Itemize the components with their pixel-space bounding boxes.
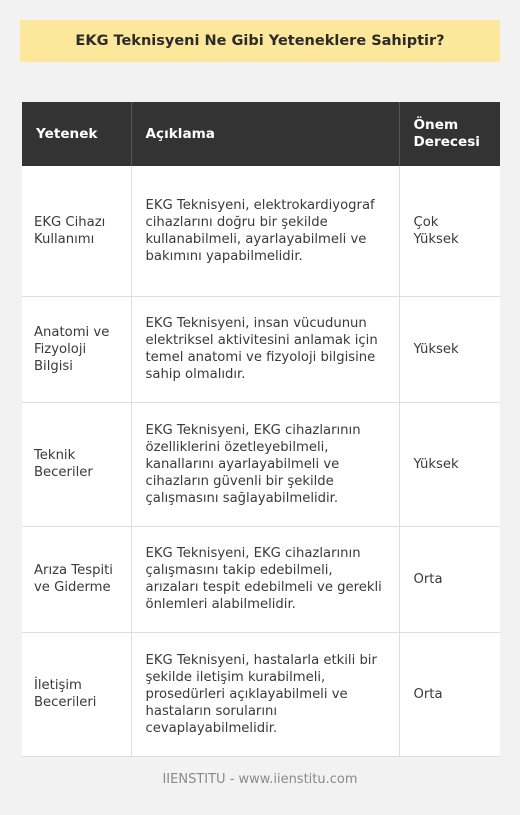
table-row <box>22 402 500 526</box>
skill-cell: İletişim Becerileri <box>22 632 131 756</box>
column-header-importance: Önem Derecesi <box>399 102 500 166</box>
table-row <box>22 632 500 756</box>
skill-cell: Teknik Beceriler <box>22 402 131 526</box>
importance-cell: Yüksek <box>399 296 500 402</box>
skill-cell: EKG Cihazı Kullanımı <box>22 166 131 296</box>
column-header-skill: Yetenek <box>22 102 131 166</box>
importance-cell: Yüksek <box>399 402 500 526</box>
description-cell: EKG Teknisyeni, hastalarla etkili bir şekilde iletişim kurabilmeli, prosedürleri açıklayabilmeli ve hastaların sorularını cevaplayabilmelidir. <box>131 632 399 756</box>
table-header-row <box>22 102 500 166</box>
table-row <box>22 296 500 402</box>
description-cell: EKG Teknisyeni, EKG cihazlarının çalışmasını takip edebilmeli, arızaları tespit edebilmeli ve gerekli önlemleri alabilmelidir. <box>131 526 399 632</box>
table-row <box>22 526 500 632</box>
importance-cell: Orta <box>399 632 500 756</box>
skill-cell: Arıza Tespiti ve Giderme <box>22 526 131 632</box>
skills-table <box>22 102 500 757</box>
description-cell: EKG Teknisyeni, elektrokardiyograf cihazlarını doğru bir şekilde kullanabilmeli, ayarlayabilmeli ve bakımını yapabilmelidir. <box>131 166 399 296</box>
footer-credit: IIENSTITU - www.iienstitu.com <box>162 772 358 787</box>
column-header-description: Açıklama <box>131 102 399 166</box>
importance-cell: Orta <box>399 526 500 632</box>
page-title: EKG Teknisyeni Ne Gibi Yeteneklere Sahiptir? <box>20 20 500 62</box>
importance-cell: Çok Yüksek <box>399 166 500 296</box>
description-cell: EKG Teknisyeni, EKG cihazlarının özelliklerini özetleyebilmeli, kanallarını ayarlayabilmeli ve cihazların güvenli bir şekilde çalışmasını sağlayabilmelidir. <box>131 402 399 526</box>
table-row <box>22 166 500 296</box>
description-cell: EKG Teknisyeni, insan vücudunun elektriksel aktivitesini anlamak için temel anatomi ve fizyoloji bilgisine sahip olmalıdır. <box>131 296 399 402</box>
skill-cell: Anatomi ve Fizyoloji Bilgisi <box>22 296 131 402</box>
